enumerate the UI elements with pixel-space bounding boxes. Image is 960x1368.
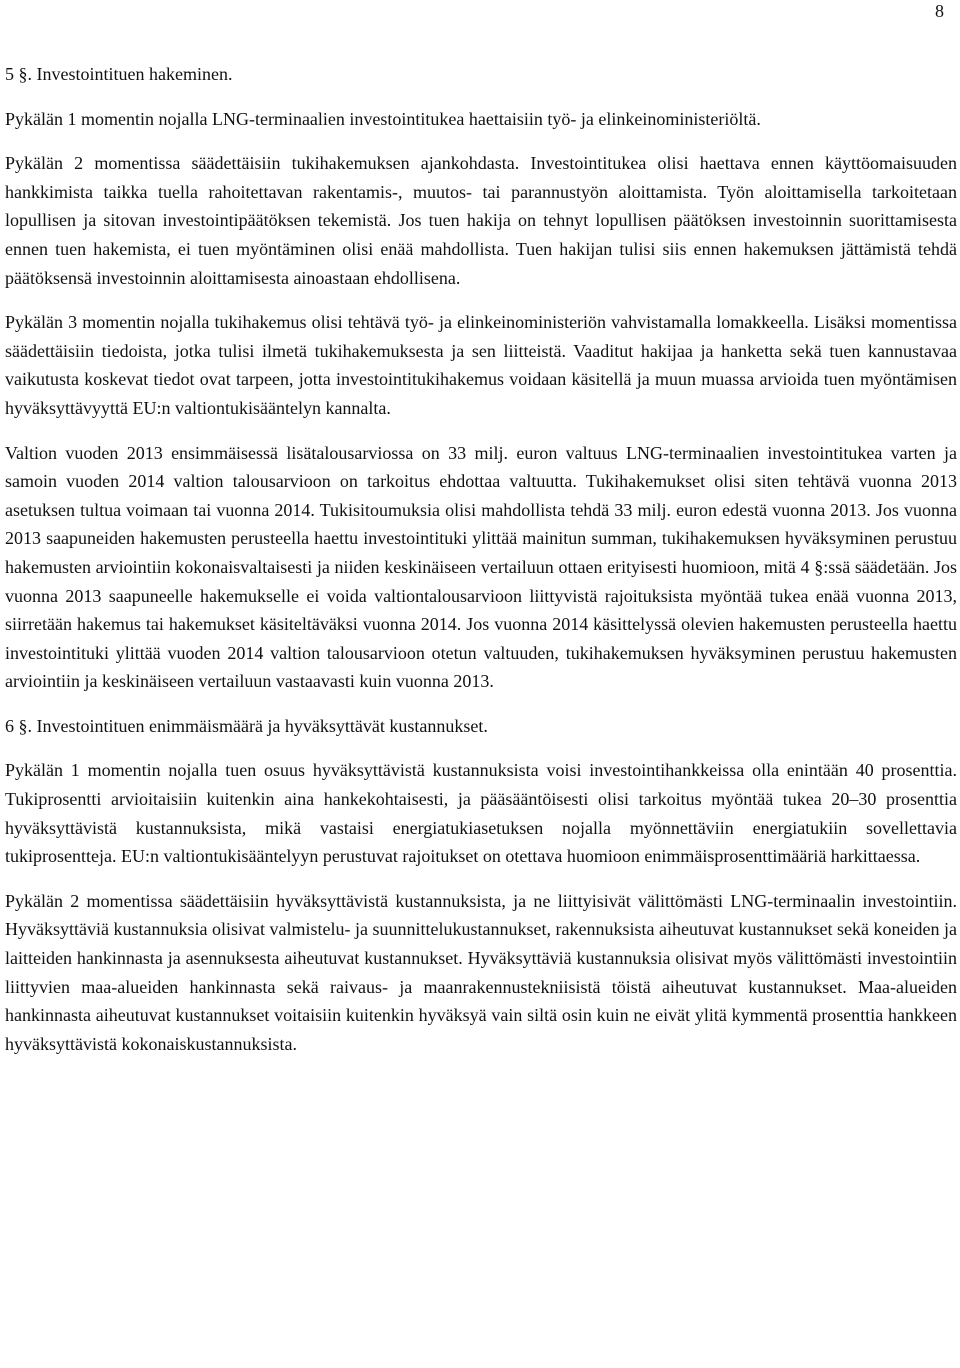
section-5-paragraph-4: Valtion vuoden 2013 ensimmäisessä lisätalousarviossa on 33 milj. euron valtuus LNG-terminaalien investointitukea varten ja samoin vuoden 2014 valtion talousarvioon on tarkoitus ehdottaa valtuutta. Tukihakemukset olisi siten tehtävä vuonna 2013 asetuksen tultua voimaan tai vuonna 2014. Tukisitoumuksia olisi mahdollista tehdä 33 milj. euron edestä vuonna 2013. Jos vuonna 2013 saapuneiden hakemusten perusteella haettu investointituki ylittää mainitun summan, tukihakemuksen hyväksyminen perustuu hakemusten arviointiin kokonaisvaltaisesti ja niiden keskinäiseen vertailuun ottaen erityisesti huomioon, mitä 4 §:ssä säädetään. Jos vuonna 2013 saapuneelle hakemukselle ei voida valtiontalousarvioon liittyvistä rajoituksista myöntää tukea enää vuonna 2013, siirretään hakemus tai hakemukset käsiteltäväksi vuonna 2014. Jos vuonna 2014 käsittelyssä olevien hakemusten perusteella haettu investointituki ylittää vuoden 2014 valtion talousarvioon otetun valtuuden, tukihakemuksen hyväksyminen perustuu hakemusten arviointiin ja keskinäiseen vertailuun vastaavasti kuin vuonna 2013. — [5, 442, 957, 692]
section-5-paragraph-2: Pykälän 2 momentissa säädettäisiin tukihakemuksen ajankohdasta. Investointitukea olisi haettava ennen käyttöomaisuuden hankkimista taikka tuella rahoitettavan rakentamis-, muutos- tai parannustyön aloittamista. Työn aloittamisella tarkoitetaan lopullisen ja sitovan investointipäätöksen tekemistä. Jos tuen hakija on tehnyt lopullisen päätöksen investoinnin suorittamisesta ennen tuen hakemista, ei tuen myöntäminen olisi enää mahdollista. Tuen hakijan tulisi siis ennen hakemuksen jättämistä tehdä päätöksensä investoinnin aloittamisesta ainoastaan ehdollisena. — [5, 153, 957, 288]
page-number: 8 — [935, 1, 944, 21]
section-6-heading: 6 §. Investointituen enimmäismäärä ja hyväksyttävät kustannukset. — [5, 715, 488, 736]
section-6-paragraph-1: Pykälän 1 momentin nojalla tuen osuus hyväksyttävistä kustannuksista voisi investointihankkeissa olla enintään 40 prosenttia. Tukiprosentti arvioitaisiin kuitenkin aina hankekohtaisesti, ja pääsääntöisesti olisi tarkoitus myöntää tukea 20–30 prosenttia hyväksyttävistä kustannuksista, mikä vastaisi energiatukiasetuksen nojalla myönnettäviin energiatukiin sovellettavia tukiprosentteja. EU:n valtiontukisääntelyyn perustuvat rajoitukset on otettava huomioon enimmäisprosenttimääriä harkittaessa. — [5, 760, 957, 867]
section-5-heading: 5 §. Investointituen hakeminen. — [5, 64, 233, 84]
section-5-paragraph-3: Pykälän 3 momentin nojalla tukihakemus olisi tehtävä työ- ja elinkeinoministeriön vahvistamalla lomakkeella. Lisäksi momentissa säädettäisiin tiedoista, jotka tulisi ilmetä tukihakemuksesta ja sen liitteistä. Vaaditut hakijaa ja hanketta sekä tuen kannustavaa vaikutusta koskevat tiedot ovat tarpeen, jotta investointitukihakemus voidaan käsitellä ja muun muassa arvioida tuen myöntämisen hyväksyttävyyttä EU:n valtiontukisääntelyn kannalta. — [5, 312, 957, 418]
section-5-paragraph-1: Pykälän 1 momentin nojalla LNG-terminaalien investointitukea haettaisiin työ- ja elinkeinoministeriöltä. — [5, 108, 761, 129]
document-body — [5, 60, 957, 1074]
section-6-paragraph-2: Pykälän 2 momentissa säädettäisiin hyväksyttävistä kustannuksista, ja ne liittyisivät välittömästi LNG-terminaalin investointiin. Hyväksyttäviä kustannuksia olisivat valmistelu- ja suunnittelukustannukset, rakennuksista aiheutuvat kustannukset sekä koneiden ja laitteiden hankinnasta ja asennuksesta aiheutuvat kustannukset. Hyväksyttäviä kustannuksia olisivat myös välittömästi investointiin liittyvien maa-alueiden hankinnasta sekä raivaus- ja maanrakennustekniisistä töistä aiheutuvat kustannukset. Maa-alueiden hankinnasta aiheutuvat kustannukset voitaisiin kuitenkin hyväksyä vain siltä osin kuin ne eivät ylitä kymmentä prosenttia hankkeen hyväksyttävistä kokonaiskustannuksista. — [5, 890, 957, 1054]
